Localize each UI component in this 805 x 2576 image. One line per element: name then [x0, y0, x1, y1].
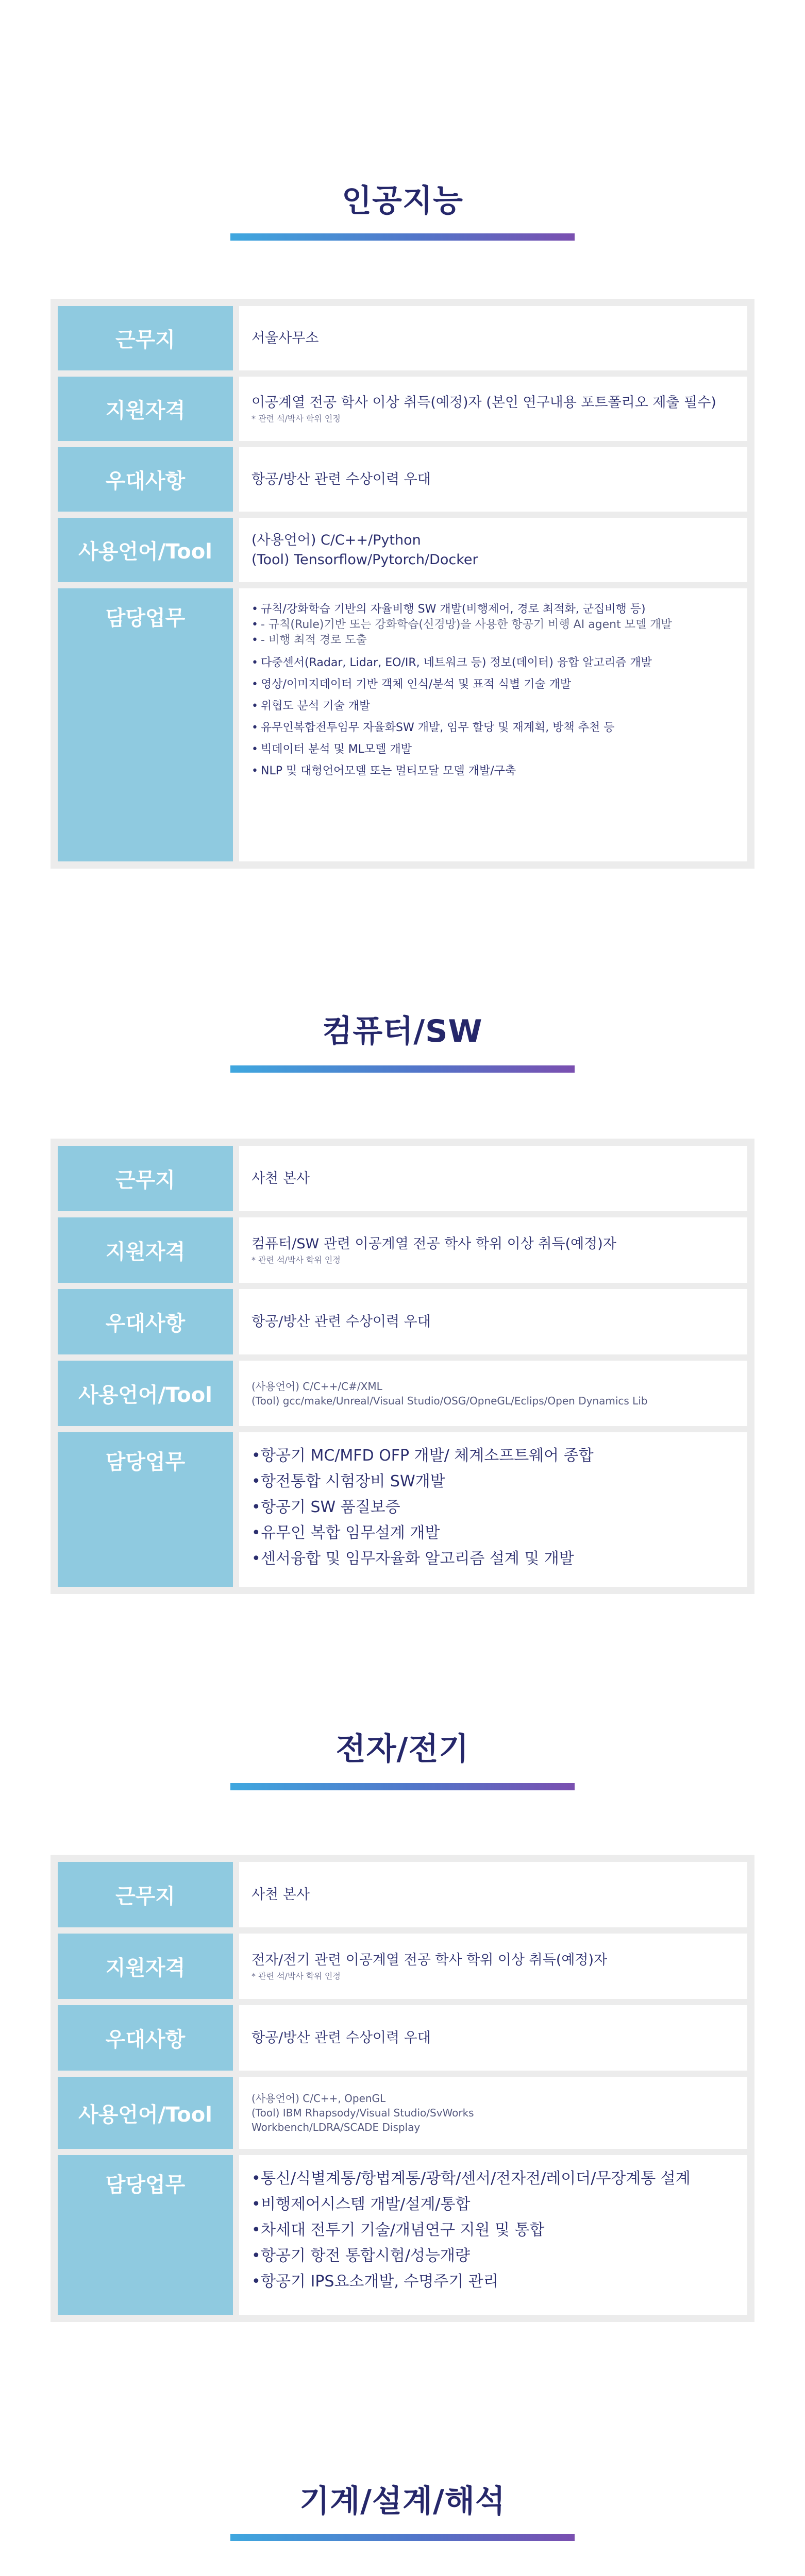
label-language: 사용언어/Tool: [58, 2077, 233, 2149]
duty-item: • 규칙/강화학습 기반의 자율비행 SW 개발(비행제어, 경로 최적화, 군집비행 등): [251, 602, 735, 617]
label-language: 사용언어/Tool: [58, 1361, 233, 1426]
label-preference: 우대사항: [58, 1289, 233, 1354]
section-title: 기계/설계/해석: [299, 2483, 506, 2519]
duty-list: [251, 1446, 735, 1574]
duty-item: • NLP 및 대형언어모델 또는 멀티모달 모델 개발/구축: [251, 764, 735, 779]
duty-item: • 항공기 항전 통합시험/성능개량: [251, 2246, 735, 2266]
duty-item: • 센서융합 및 임무자율화 알고리즘 설계 및 개발: [251, 1549, 735, 1569]
duty-item: • 항공기 SW 품질보증: [251, 1497, 735, 1518]
language-line: Workbench/LDRA/SCADE Display: [251, 2121, 421, 2133]
duty-subitem: • - 규칙(Rule)기반 또는 강화학습(신경망)을 사용한 항공기 비행 AI agent 모델 개발: [251, 617, 735, 633]
language-line: (Tool) Tensorflow/Pytorch/Docker: [251, 551, 478, 568]
language-line: (사용언어) C/C++/C#/XML: [251, 1380, 382, 1393]
section-title: 인공지능: [342, 183, 463, 219]
label-qualification: 지원자격: [58, 1934, 233, 1999]
duty-item: • 영상/이미지데이터 기반 객체 인식/분석 및 표적 식별 기술 개발: [251, 677, 735, 692]
duty-item: • 비행제어시스템 개발/설계/통합: [251, 2194, 735, 2215]
label-duty: 담당업무: [58, 588, 233, 861]
info-table: [51, 1855, 754, 2322]
label-location: 근무지: [58, 1146, 233, 1211]
label-qualification: 지원자격: [58, 1217, 233, 1283]
qualification-note: * 관련 석/박사 학위 인정: [251, 413, 341, 423]
label-preference: 우대사항: [58, 447, 233, 512]
info-table: [51, 1139, 754, 1594]
label-duty: 담당업무: [58, 2155, 233, 2315]
label-duty: 담당업무: [58, 1432, 233, 1587]
title-underline: [230, 1783, 575, 1790]
section-title: 컴퓨터/SW: [322, 1013, 483, 1049]
language-line: (사용언어) C/C++, OpenGL: [251, 2092, 386, 2105]
info-table: [51, 299, 754, 869]
duty-list: [251, 602, 735, 785]
language-line: (사용언어) C/C++/Python: [251, 532, 421, 548]
label-qualification: 지원자격: [58, 377, 233, 441]
qualification-value: 전자/전기 관련 이공계열 전공 학사 학위 이상 취득(예정)자: [251, 1952, 608, 1968]
location-value: 사천 본사: [251, 1886, 310, 1903]
duty-list: [251, 2168, 735, 2297]
duty-item: • 다중센서(Radar, Lidar, EO/IR, 네트워크 등) 정보(데이터) 융합 알고리즘 개발: [251, 655, 735, 671]
preference-value: 항공/방산 관련 수상이력 우대: [251, 2029, 431, 2046]
duty-item: • 유무인 복합 임무설계 개발: [251, 1523, 735, 1544]
title-underline: [230, 233, 575, 241]
duty-item: • 통신/식별계통/항법계통/광학/센서/전자전/레이더/무장계통 설계: [251, 2168, 735, 2189]
duty-item: • 항공기 MC/MFD OFP 개발/ 체계소프트웨어 종합: [251, 1446, 735, 1466]
title-underline: [230, 2534, 575, 2541]
label-preference: 우대사항: [58, 2005, 233, 2071]
title-underline: [230, 1065, 575, 1073]
location-value: 사천 본사: [251, 1170, 310, 1187]
location-value: 서울사무소: [251, 330, 319, 346]
duty-subitem: • - 비행 최적 경로 도출: [251, 633, 735, 648]
qualification-value: 컴퓨터/SW 관련 이공계열 전공 학사 학위 이상 취득(예정)자: [251, 1235, 616, 1252]
qualification-value: 이공계열 전공 학사 이상 취득(예정)자 (본인 연구내용 포트폴리오 제출 필수): [251, 394, 716, 411]
duty-item: • 유무인복합전투임무 자율화SW 개발, 임무 할당 및 재계획, 방책 추천 등: [251, 720, 735, 736]
duty-item: • 위협도 분석 기술 개발: [251, 699, 735, 714]
section-title: 전자/전기: [336, 1731, 469, 1767]
label-language: 사용언어/Tool: [58, 518, 233, 582]
duty-item: • 항전통합 시험장비 SW개발: [251, 1471, 735, 1492]
qualification-note: * 관련 석/박사 학위 인정: [251, 1971, 341, 1981]
label-location: 근무지: [58, 306, 233, 370]
language-line: (Tool) gcc/make/Unreal/Visual Studio/OSG/OpneGL/Eclips/Open Dynamics Lib: [251, 1394, 648, 1407]
preference-value: 항공/방산 관련 수상이력 우대: [251, 471, 431, 487]
label-location: 근무지: [58, 1862, 233, 1927]
duty-item: • 차세대 전투기 기술/개념연구 지원 및 통합: [251, 2220, 735, 2241]
duty-item: • 빅데이터 분석 및 ML모델 개발: [251, 742, 735, 757]
qualification-note: * 관련 석/박사 학위 인정: [251, 1255, 341, 1265]
language-line: (Tool) IBM Rhapsody/Visual Studio/SvWorks: [251, 2107, 474, 2119]
preference-value: 항공/방산 관련 수상이력 우대: [251, 1313, 431, 1330]
duty-item: • 항공기 IPS요소개발, 수명주기 관리: [251, 2272, 735, 2292]
